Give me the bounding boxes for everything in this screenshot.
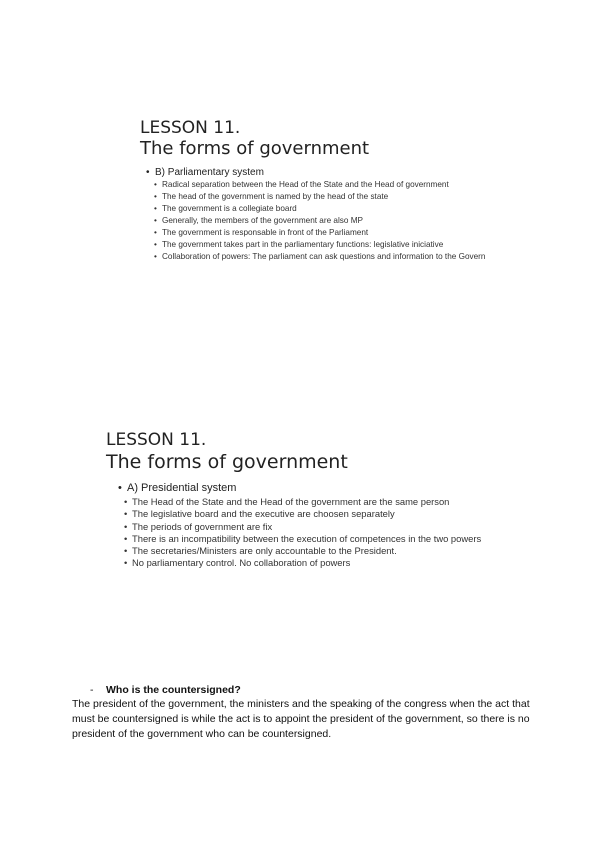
bullet-list: [106, 496, 506, 569]
bullet-icon: •: [124, 520, 128, 532]
bullet-icon: •: [118, 482, 122, 494]
list-item: [124, 521, 506, 532]
question-text: Who is the countersigned?: [106, 684, 241, 696]
parliamentary-slide: [140, 118, 500, 264]
bullet-icon: •: [124, 557, 128, 569]
list-item: [124, 533, 506, 544]
bullet-icon: •: [154, 227, 157, 237]
list-item: [154, 192, 500, 203]
bullet-icon: •: [154, 191, 157, 201]
bullet-icon: •: [154, 215, 157, 225]
bullet-icon: •: [124, 508, 128, 520]
list-item-text: The periods of government are fix: [132, 520, 273, 532]
list-item-text: The government is a collegiate board: [162, 203, 297, 213]
bullet-icon: •: [154, 203, 157, 213]
section-heading: [146, 167, 500, 178]
list-item-text: The government is responsable in front of the Parliament: [162, 227, 369, 237]
list-item-text: The legislative board and the executive are choosen separately: [132, 508, 395, 520]
list-item-text: The head of the government is named by the head of the state: [162, 191, 389, 201]
bullet-icon: •: [154, 180, 157, 189]
list-item: [124, 557, 506, 568]
list-item-text: The Head of the State and the Head of the government are the same person: [132, 496, 450, 507]
list-item: [154, 252, 500, 263]
list-marker: -: [90, 684, 94, 696]
section-label: A) Presidential system: [127, 482, 237, 494]
slide-title: The forms of government: [140, 138, 370, 159]
presidential-slide: [106, 430, 506, 570]
list-item: [154, 204, 500, 215]
list-item: [154, 216, 500, 227]
list-item-text: The secretaries/Ministers are only accountable to the President.: [132, 545, 397, 557]
question-section: [72, 683, 542, 742]
list-item: [154, 228, 500, 239]
bullet-list: [140, 180, 500, 263]
answer-paragraph: The president of the government, the ministers and the speaking of the congress when the act that must be countersigned is while the act is to appoint the president of the government, so there is no president of the government who can be countersigned.: [72, 698, 530, 740]
bullet-icon: •: [124, 545, 128, 557]
list-item: [154, 180, 500, 191]
bullet-icon: •: [124, 496, 128, 507]
bullet-icon: •: [146, 167, 150, 178]
bullet-icon: •: [154, 251, 157, 261]
bullet-icon: •: [154, 239, 157, 249]
lesson-heading: LESSON 11.: [140, 118, 241, 138]
list-item: [124, 508, 506, 519]
list-item-text: Generally, the members of the government are also MP: [162, 215, 363, 225]
list-item-text: Collaboration of powers: The parliament can ask questions and information to the Govern: [162, 251, 486, 261]
question-line: [72, 683, 542, 697]
list-item: [124, 496, 506, 507]
section-heading: [118, 482, 506, 494]
section-label: B) Parliamentary system: [155, 167, 264, 178]
bullet-icon: •: [124, 532, 128, 544]
slide-title: The forms of government: [106, 451, 348, 473]
lesson-heading: LESSON 11.: [106, 430, 207, 450]
list-item-text: The government takes part in the parliamentary functions: legislative iniciative: [162, 239, 444, 249]
list-item: [124, 545, 506, 556]
list-item: [154, 240, 500, 251]
list-item-text: No parliamentary control. No collaboration of powers: [132, 557, 351, 569]
list-item-text: Radical separation between the Head of the State and the Head of government: [162, 180, 449, 189]
list-item-text: There is an incompatibility between the execution of competences in the two powers: [132, 532, 482, 544]
